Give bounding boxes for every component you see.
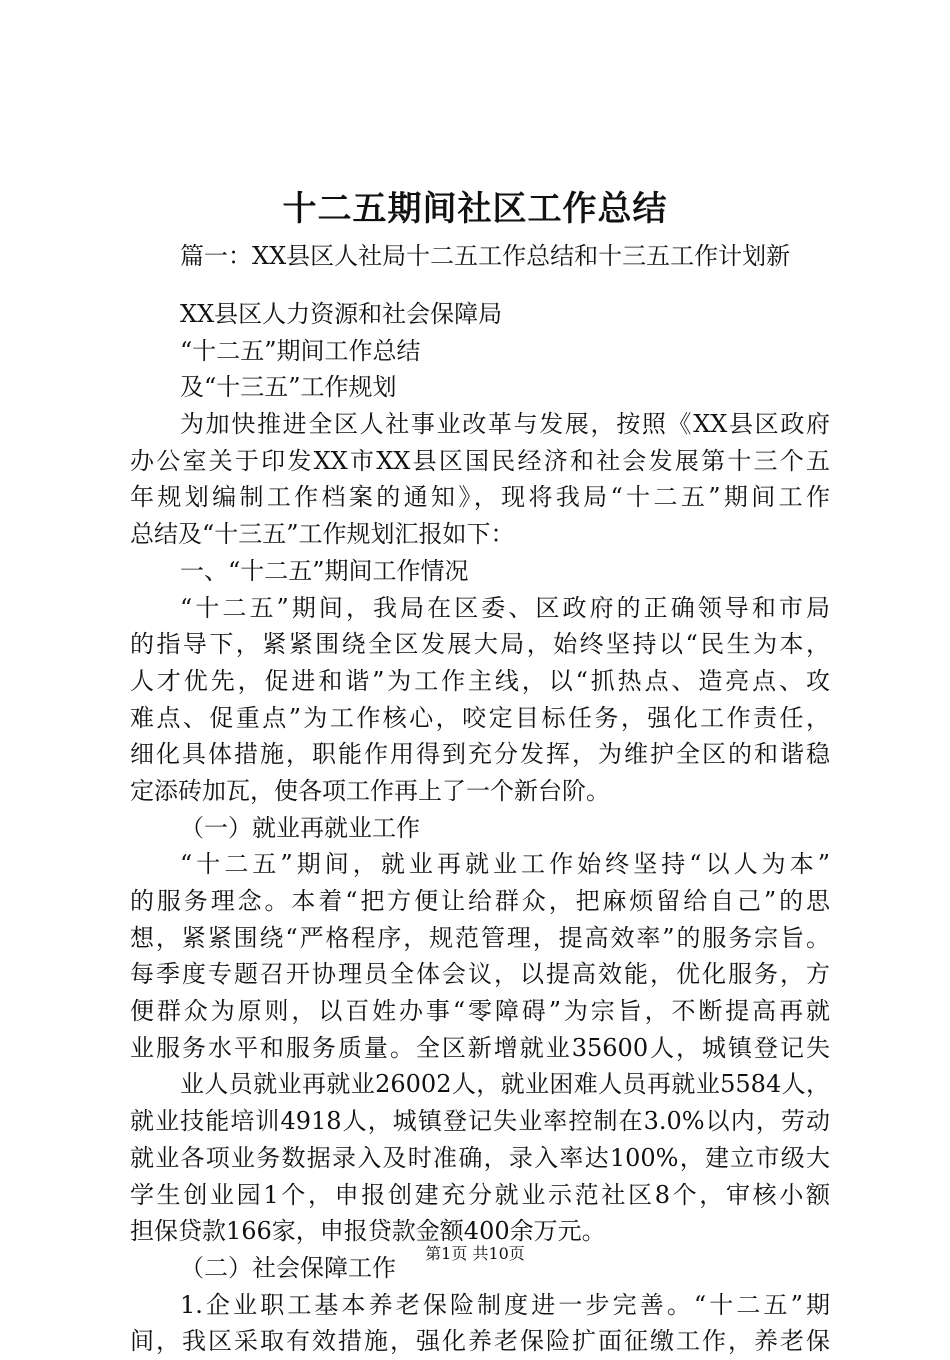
body-line: “十二五”期间工作总结 bbox=[180, 336, 421, 365]
body-line: 总结及“十三五”工作规划汇报如下： bbox=[130, 520, 515, 549]
document-body bbox=[130, 296, 830, 1360]
body-line: 为加快推进全区人社事业改革与发展，按照《XX县区政府 bbox=[180, 410, 830, 439]
body-line: 办公室关于印发XX市XX县区国民经济和社会发展第十三个五 bbox=[130, 446, 830, 475]
body-line: 难点、促重点”为工作核心，咬定目标任务，强化工作责任， bbox=[130, 703, 830, 732]
body-line: “十二五”期间，就业再就业工作始终坚持“以人为本” bbox=[180, 850, 830, 879]
body-line: 的指导下，紧紧围绕全区发展大局，始终坚持以“民生为本， bbox=[130, 630, 830, 659]
body-line: XX县区人力资源和社会保障局 bbox=[180, 300, 503, 328]
body-line: 业服务水平和服务质量。全区新增就业35600人，城镇登记失 bbox=[130, 1033, 830, 1062]
body-line: 就业各项业务数据录入及时准确，录入率达100%，建立市级大 bbox=[130, 1143, 830, 1172]
page-footer: 第1页 共10页 bbox=[425, 1244, 525, 1263]
body-line: 的服务理念。本着“把方便让给群众，把麻烦留给自己”的思 bbox=[130, 887, 830, 915]
body-line: 人才优先，促进和谐”为工作主线，以“抓热点、造亮点、攻 bbox=[130, 666, 830, 695]
body-line: （二）社会保障工作 bbox=[180, 1253, 396, 1282]
body-line: 定添砖加瓦，使各项工作再上了一个新台阶。 bbox=[130, 776, 610, 805]
body-line: 及“十三五”工作规划 bbox=[180, 373, 397, 402]
body-line: 想，紧紧围绕“严格程序，规范管理，提高效率”的服务宗旨。 bbox=[130, 923, 830, 952]
body-line: 间，我区采取有效措施，强化养老保险扩面征缴工作，养老保 bbox=[130, 1327, 830, 1356]
body-line: “十二五”期间，我局在区委、区政府的正确领导和市局 bbox=[180, 593, 830, 622]
body-line: 细化具体措施，职能作用得到充分发挥，为维护全区的和谐稳 bbox=[130, 740, 830, 769]
document-subtitle: 篇一：XX县区人社局十二五工作总结和十三五工作计划新 bbox=[180, 242, 791, 270]
body-line: 一、“十二五”期间工作情况 bbox=[180, 556, 469, 585]
body-line: 业人员就业再就业26002人，就业困难人员再就业5584人， bbox=[180, 1070, 830, 1099]
document-title: 十二五期间社区工作总结 bbox=[282, 189, 668, 229]
body-line: 年规划编制工作档案的通知》，现将我局“十二五”期间工作 bbox=[130, 483, 830, 512]
body-line: 1.企业职工基本养老保险制度进一步完善。“十二五”期 bbox=[180, 1290, 830, 1319]
body-line: 学生创业园1个，申报创建充分就业示范社区8个，审核小额 bbox=[130, 1180, 830, 1209]
body-line: （一）就业再就业工作 bbox=[180, 813, 420, 842]
body-line: 就业技能培训4918人，城镇登记失业率控制在3.0%以内，劳动 bbox=[130, 1107, 830, 1136]
body-line: 每季度专题召开协理员全体会议，以提高效能，优化服务，方 bbox=[130, 960, 830, 989]
body-line: 担保贷款166家，申报贷款金额400余万元。 bbox=[130, 1217, 606, 1246]
body-line: 便群众为原则，以百姓办事“零障碍”为宗旨，不断提高再就 bbox=[130, 997, 830, 1026]
